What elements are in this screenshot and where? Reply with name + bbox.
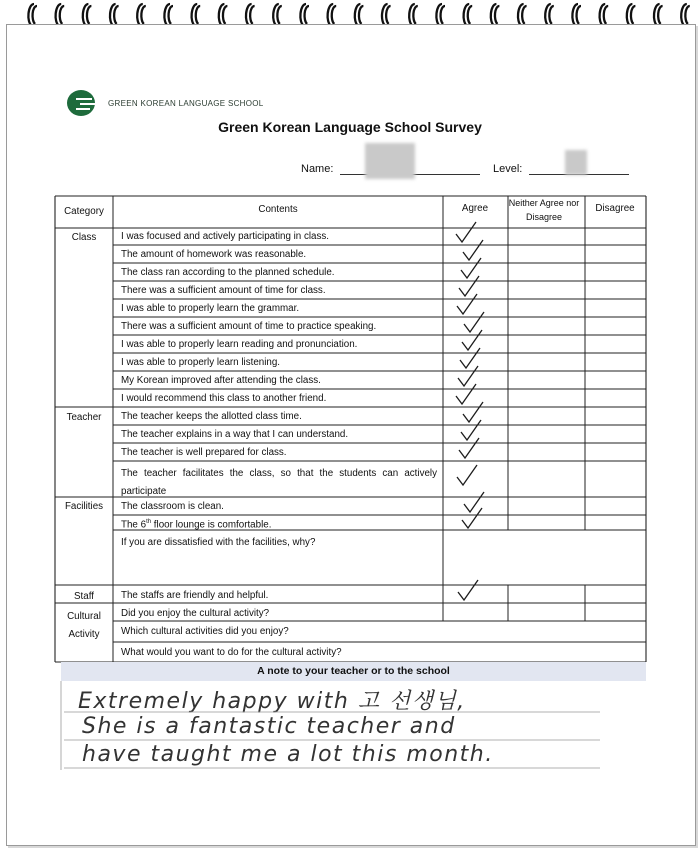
statement-1: I was focused and actively participating in class.: [121, 231, 330, 242]
statement-17: If you are dissatisfied with the facilities, why?: [121, 537, 316, 548]
header-category: Category: [64, 206, 104, 217]
note-line-2: She is a fantastic teacher and: [82, 714, 456, 739]
note-header: A note to your teacher or to the school: [61, 662, 646, 681]
header-neither: Neither Agree nor Disagree: [508, 198, 580, 222]
header-contents: Contents: [258, 204, 298, 215]
statement-15: The classroom is clean.: [121, 501, 224, 512]
logo-text: GREEN KOREAN LANGUAGE SCHOOL: [108, 98, 264, 108]
statement-14: The teacher facilitates the class, so that the students can actively participate: [121, 468, 437, 497]
statement-12: The teacher explains in a way that I can understand.: [121, 429, 349, 440]
header-agree: Agree: [461, 203, 489, 214]
statement-11: The teacher keeps the allotted class time.: [121, 411, 302, 422]
statement-13: The teacher is well prepared for class.: [121, 447, 287, 458]
note-line-3: have taught me a lot this month.: [82, 742, 494, 767]
category-facilities: Facilities: [64, 501, 104, 512]
statement-16: The 6th floor lounge is comfortable.: [121, 519, 272, 531]
statement-10: I would recommend this class to another friend.: [121, 393, 327, 404]
statement-4: There was a sufficient amount of time for class.: [121, 285, 326, 296]
statement-8: I was able to properly learn listening.: [121, 357, 281, 368]
note-line-1: Extremely happy with 고 선생님,: [78, 689, 466, 714]
statement-19: Did you enjoy the cultural activity?: [121, 608, 270, 619]
statement-21: What would you want to do for the cultural activity?: [121, 647, 342, 658]
statement-3: The class ran according to the planned schedule.: [121, 267, 335, 278]
statement-18: The staffs are friendly and helpful.: [121, 590, 269, 601]
statement-9: My Korean improved after attending the class.: [121, 375, 321, 386]
category-staff: Staff: [74, 591, 94, 602]
statement-7: I was able to properly learn reading and pronunciation.: [121, 339, 358, 350]
statement-5: I was able to properly learn the grammar.: [121, 303, 300, 314]
statement-2: The amount of homework was reasonable.: [121, 249, 307, 260]
category-teacher: Teacher: [66, 412, 102, 423]
name-label: Name:: [301, 163, 334, 175]
category-cultural: Cultural Activity: [67, 611, 101, 640]
page-title: Green Korean Language School Survey: [218, 119, 482, 135]
level-label: Level:: [493, 163, 523, 175]
statement-6: There was a sufficient amount of time to practice speaking.: [121, 321, 377, 332]
statement-20: Which cultural activities did you enjoy?: [121, 626, 289, 637]
category-class: Class: [71, 232, 97, 243]
header-disagree: Disagree: [595, 203, 635, 214]
